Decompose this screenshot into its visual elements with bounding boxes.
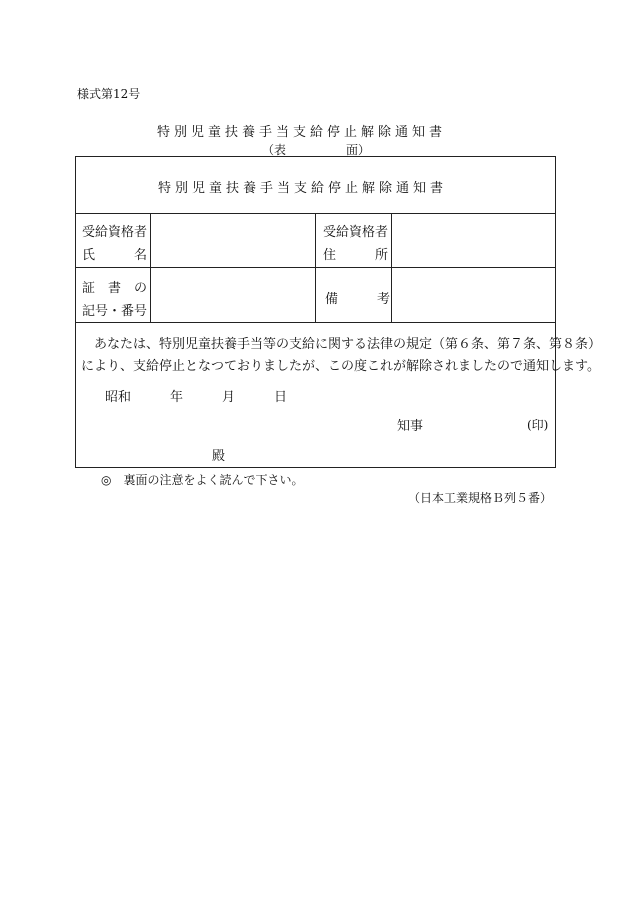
notice-text-line1: あなたは、特別児童扶養手当等の支給に関する法律の規定（第６条、第７条、第８条） bbox=[94, 337, 602, 352]
certificate-label: 証 書 の bbox=[82, 281, 148, 296]
recipient-address-value bbox=[394, 215, 552, 265]
back-side-note: ◎ 裏面の注意をよく読んで下さい。 bbox=[101, 473, 304, 487]
recipient-name-label-2: 氏 名 bbox=[82, 248, 148, 263]
divider bbox=[76, 322, 555, 323]
divider bbox=[315, 213, 316, 322]
recipient-name-label: 受給資格者 bbox=[82, 225, 148, 240]
divider bbox=[150, 213, 151, 322]
notice-text-line2: により、支給停止となつておりましたが、この度これが解除されましたので通知します。 bbox=[81, 359, 600, 374]
form-number: 様式第12号 bbox=[77, 87, 141, 101]
remarks-value bbox=[394, 269, 552, 320]
recipient-address-label-2: 住 所 bbox=[323, 248, 389, 263]
certificate-value bbox=[152, 269, 312, 320]
recipient-address-label: 受給資格者 bbox=[323, 225, 389, 240]
notice-form-box bbox=[75, 156, 602, 468]
addressee-suffix: 殿 bbox=[212, 449, 226, 464]
divider bbox=[391, 213, 392, 322]
recipient-name-value bbox=[152, 215, 312, 265]
governor-label: 知事 bbox=[397, 419, 424, 434]
remarks-label: 備 考 bbox=[325, 292, 391, 307]
side-label: （表 面） bbox=[262, 143, 371, 157]
document-title: 特別児童扶養手当支給停止解除通知書 bbox=[157, 125, 447, 140]
date-field: 昭和 年 月 日 bbox=[105, 390, 288, 405]
box-title: 特別児童扶養手当支給停止解除通知書 bbox=[158, 181, 448, 196]
seal-mark: (印) bbox=[527, 418, 549, 432]
paper-size-note: （日本工業規格Ｂ列５番） bbox=[408, 491, 553, 505]
certificate-label-2: 記号・番号 bbox=[82, 304, 148, 319]
